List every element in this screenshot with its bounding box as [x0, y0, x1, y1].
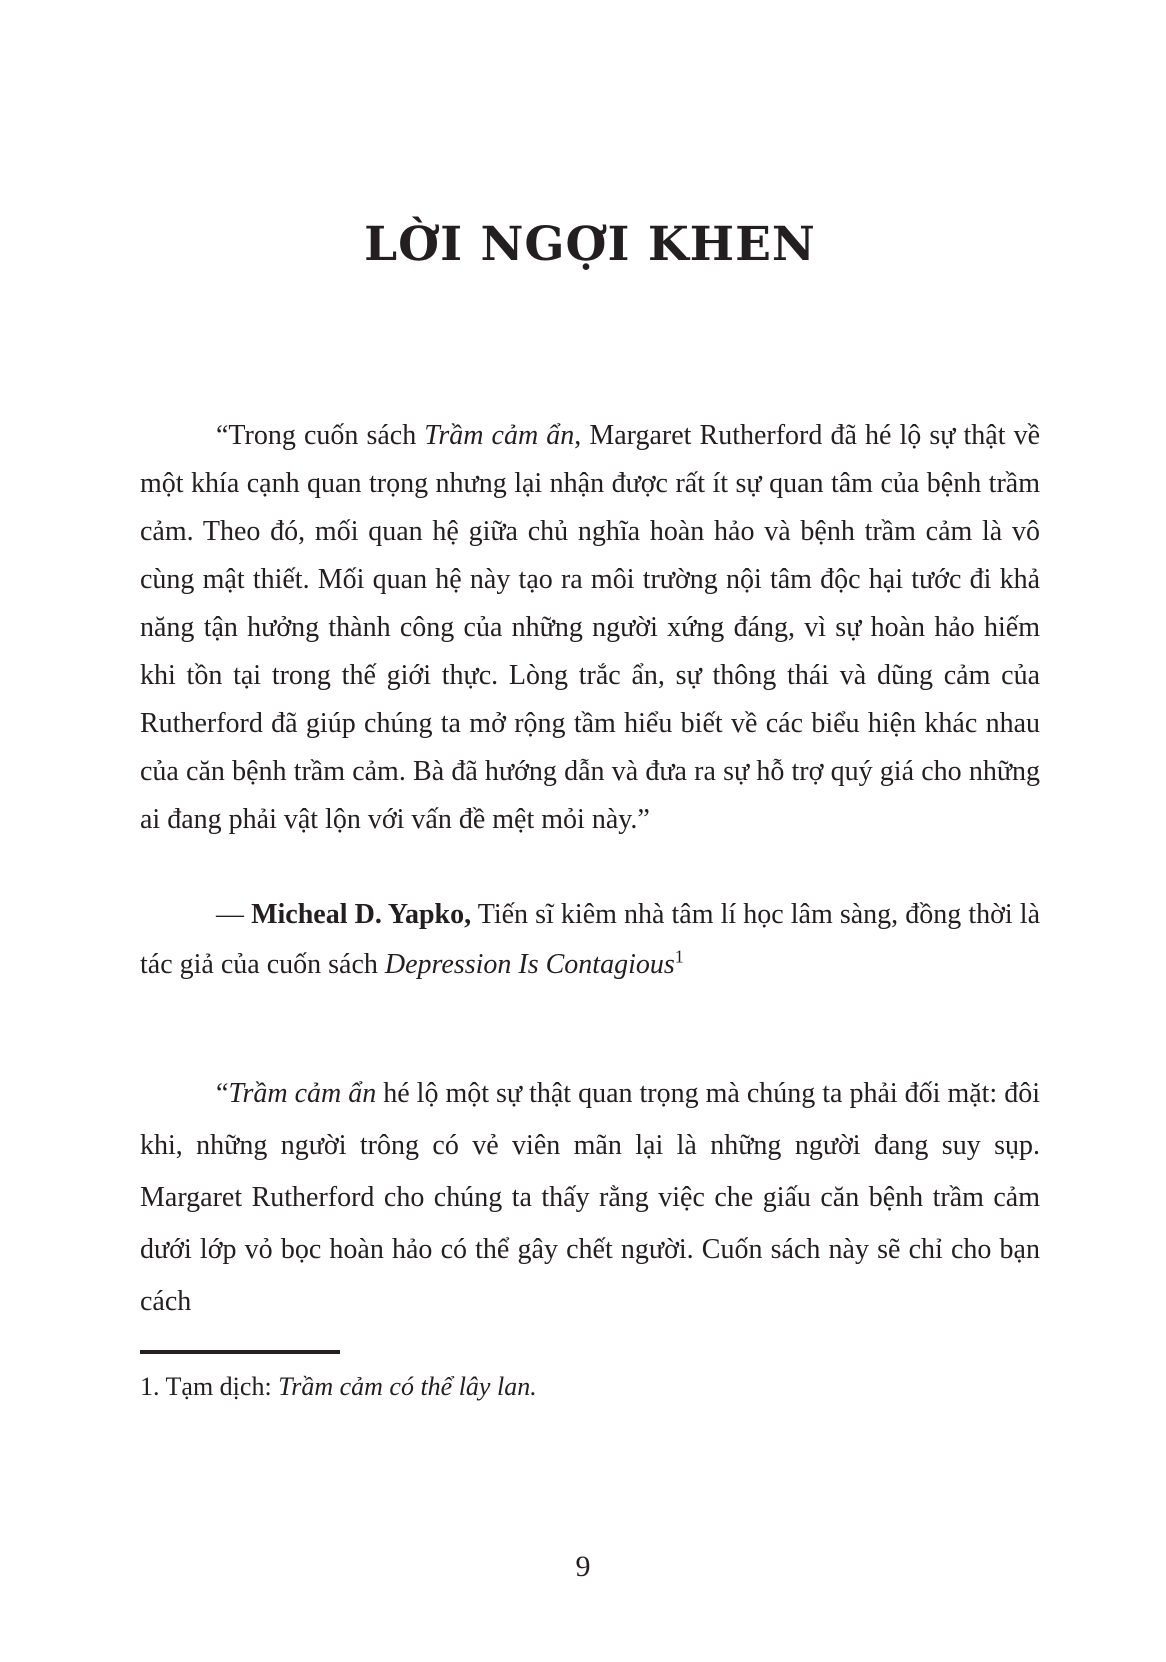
- book-title-italic: Trầm cảm ẩn: [424, 420, 575, 451]
- footnote-reference: 1: [674, 946, 684, 967]
- text-segment: Tiến sĩ kiêm nhà tâm lí học lâm sàng, đồng thời là tác giả của cuốn sách: [140, 899, 1041, 980]
- page-title: LỜI NGỢI KHEN: [364, 217, 816, 272]
- footnote: [140, 1370, 1040, 1404]
- book-title-italic: Trầm cảm ẩn: [228, 1078, 377, 1109]
- em-dash: —: [216, 899, 252, 930]
- footnote-translation-italic: Trầm cảm có thể lây lan.: [278, 1372, 537, 1401]
- footnote-label: 1. Tạm dịch:: [140, 1372, 279, 1401]
- attribution-1: [140, 890, 1040, 990]
- author-name: Micheal D. Yapko,: [251, 899, 472, 930]
- text-segment: “Trong cuốn sách: [216, 420, 425, 451]
- text-segment: “: [216, 1078, 229, 1109]
- page-number: 9: [575, 1550, 591, 1583]
- book-title-italic: Depression Is Contagious: [384, 949, 675, 980]
- footnote-divider: [140, 1350, 340, 1354]
- text-segment: , Margaret Rutherford đã hé lộ sự thật về một khía cạnh quan trọng nhưng lại nhận được rất ít sự quan tâm của bệnh trầm cảm. Theo đó, mối quan hệ giữa chủ nghĩa hoàn hảo và bệnh trầm cảm là vô cùng mật thiết. Mối quan hệ này tạo ra môi trường nội tâm độc hại tước đi khả năng tận hưởng thành công của những người xứng đáng, vì sự hoàn hảo hiếm khi tồn tại trong thế giới thực. Lòng trắc ẩn, sự thông thái và dũng cảm của Rutherford đã giúp chúng ta mở rộng tầm hiểu biết về các biểu hiện khác nhau của căn bệnh trầm cảm. Bà đã hướng dẫn và đưa ra sự hỗ trợ quý giá cho những ai đang phải vật lộn với vấn đề mệt mỏi này.”: [140, 420, 1040, 835]
- text-segment: hé lộ một sự thật quan trọng mà chúng ta phải đối mặt: đôi khi, những người trông có vẻ viên mãn lại là những người đang suy sụp. Margaret Rutherford cho chúng ta thấy rằng việc che giấu căn bệnh trầm cảm dưới lớp vỏ bọc hoàn hảo có thể gây chết người. Cuốn sách này sẽ chỉ cho bạn cách: [140, 1078, 1040, 1317]
- praise-quote-2: [140, 1068, 1040, 1328]
- praise-quote-1: [140, 412, 1040, 844]
